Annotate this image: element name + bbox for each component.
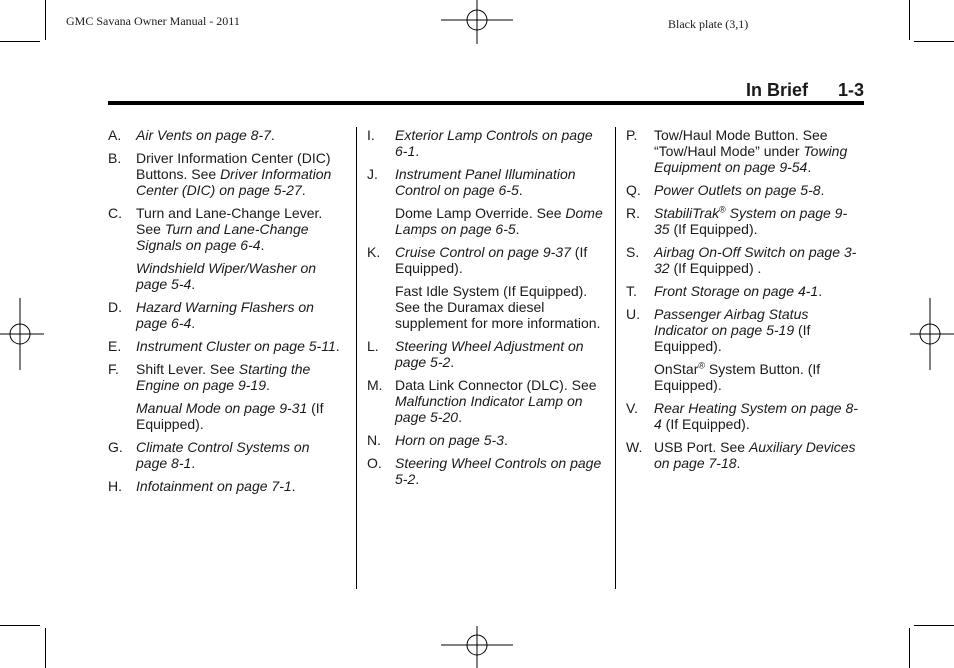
page-reference: Horn on page 5-3: [395, 432, 504, 448]
callout-letter: S.: [626, 244, 640, 260]
text-segment: .: [191, 455, 196, 471]
section-title: In Brief: [745, 80, 808, 100]
page-reference: Rear Heating System on page 8-4: [654, 400, 858, 432]
callout-text: [395, 127, 607, 159]
text-segment: .: [818, 283, 823, 299]
crop-mark-top-right-h: [914, 41, 954, 42]
callout-letter: C.: [108, 205, 122, 221]
callout-entry: [367, 432, 607, 448]
callout-text: [136, 260, 344, 292]
text-segment: OnStar: [654, 361, 699, 377]
callout-letter: G.: [108, 439, 123, 455]
page-number: 1-3: [837, 80, 864, 100]
callout-entry: [108, 205, 344, 292]
callout-letter: B.: [108, 150, 122, 166]
callout-entry: [626, 205, 862, 237]
text-segment: .: [736, 455, 741, 471]
callout-entry: [626, 127, 862, 175]
text-segment: .: [415, 471, 420, 487]
crop-mark-bottom-right-v: [909, 628, 910, 668]
page-reference: Hazard Warning Flashers on page 6-4: [136, 299, 314, 331]
callout-text: [654, 439, 862, 471]
manual-title: GMC Savana Owner Manual - 2011: [66, 14, 240, 28]
text-segment: .: [820, 182, 825, 198]
callout-text: [136, 478, 344, 494]
text-segment: .: [335, 338, 340, 354]
callout-text: [395, 455, 607, 487]
callout-text: [136, 361, 344, 393]
page-reference: Instrument Panel Illumination Control on page 6-5: [395, 166, 576, 198]
page-reference: Climate Control Systems on page 8-1: [136, 439, 310, 471]
section-heading: [746, 80, 864, 101]
callout-text: [395, 338, 607, 370]
text-segment: .: [515, 221, 520, 237]
registration-mark-left: [0, 298, 44, 370]
callout-text: [136, 439, 344, 471]
column-divider-1: [356, 127, 357, 589]
callout-letter: W.: [626, 439, 643, 455]
callout-letter: U.: [626, 306, 640, 322]
text-segment: (If Equipped).: [136, 400, 324, 432]
callout-entry: [626, 244, 862, 276]
callout-letter: K.: [367, 244, 381, 260]
page-reference: Power Outlets on page 5-8: [654, 182, 821, 198]
callout-text: [395, 432, 607, 448]
callout-text: [654, 127, 862, 175]
callout-letter: M.: [367, 377, 383, 393]
page-reference: Manual Mode on page 9-31: [136, 400, 308, 416]
page-reference: System on page 9-35: [654, 205, 848, 237]
registration-mark-top: [441, 0, 513, 44]
crop-mark-top-left-h: [0, 41, 40, 42]
text-segment: .: [450, 354, 455, 370]
text-segment: Turn and Lane-Change Lever. See: [136, 205, 323, 237]
callout-entry: [367, 127, 607, 159]
page-reference: Dome Lamps on page 6-5: [395, 205, 603, 237]
registration-mark-bottom: [441, 626, 513, 668]
callout-entry: [108, 439, 344, 471]
callout-entry: [367, 455, 607, 487]
page-reference: Infotainment on page 7-1: [136, 478, 292, 494]
page-reference: Towing Equipment on page 9-54: [654, 143, 848, 175]
text-segment: .: [260, 237, 265, 253]
callout-letter: E.: [108, 338, 122, 354]
text-segment: Data Link Connector (DLC). See: [395, 377, 597, 393]
text-segment: .: [270, 127, 275, 143]
callout-entry: [626, 182, 862, 198]
text-segment: .: [191, 315, 196, 331]
callout-letter: J.: [367, 166, 378, 182]
callout-entry: [108, 150, 344, 198]
text-segment: System Button. (If Equipped).: [654, 361, 821, 393]
callout-text: [136, 338, 344, 354]
page-reference: Steering Wheel Controls on page 5-2: [395, 455, 602, 487]
page-reference: Turn and Lane-Change Signals on page 6-4: [136, 221, 309, 253]
callout-entry: [108, 299, 344, 331]
callout-letter: R.: [626, 205, 640, 221]
column-divider-2: [615, 127, 616, 589]
page-reference: Driver Information Center (DIC) on page 5-27: [136, 166, 332, 198]
callout-entry: [626, 400, 862, 432]
callout-text: [654, 400, 862, 432]
callout-entry: [367, 338, 607, 370]
text-segment: (If Equipped).: [395, 244, 588, 276]
callout-letter: A.: [108, 127, 122, 143]
text-segment: .: [266, 377, 270, 393]
callout-column-3: [626, 127, 862, 478]
callout-entry: [626, 306, 862, 393]
page-reference: Starting the Engine on page 9-19: [136, 361, 311, 393]
callout-text: [395, 205, 607, 237]
callout-text: [136, 150, 344, 198]
callout-text: [136, 127, 344, 143]
page-reference: Front Storage on page 4-1: [654, 283, 819, 299]
plate-label: Black plate (3,1): [668, 17, 749, 31]
crop-mark-top-left-v: [45, 0, 46, 40]
callout-text: [654, 244, 862, 276]
text-segment: .: [191, 276, 196, 292]
crop-mark-top-right-v: [909, 0, 910, 40]
page-reference: Auxiliary Devices on page 7-18: [654, 439, 856, 471]
callout-text: [654, 205, 862, 237]
callout-text: [395, 244, 607, 276]
callout-text: [395, 377, 607, 425]
callout-letter: T.: [626, 283, 637, 299]
callout-entry: [367, 166, 607, 237]
crop-mark-bottom-right-h: [914, 625, 954, 626]
callout-letter: D.: [108, 299, 122, 315]
page-reference: Air Vents on page 8-7: [136, 127, 271, 143]
callout-entry: [367, 377, 607, 425]
callout-column-2: [367, 127, 607, 494]
page-reference: Passenger Airbag Status Indicator on page 5-19: [654, 306, 809, 338]
callout-text: [654, 306, 862, 354]
text-segment: (If Equipped).: [669, 221, 758, 237]
text-segment: Driver Information Center (DIC) Buttons. See: [136, 150, 331, 182]
text-segment: Dome Lamp Override. See: [395, 205, 566, 221]
callout-entry: [108, 127, 344, 143]
callout-letter: N.: [367, 432, 381, 448]
callout-entry: [108, 338, 344, 354]
registration-mark-right: [910, 298, 954, 370]
text-segment: .: [415, 143, 420, 159]
page-reference: Windshield Wiper/Washer on page 5-4: [136, 260, 317, 292]
registered-mark: ®: [698, 360, 705, 371]
callout-entry: [626, 439, 862, 471]
callout-entry: [367, 244, 607, 331]
text-segment: (If Equipped).: [654, 322, 811, 354]
callout-letter: Q.: [626, 182, 641, 198]
text-segment: .: [518, 182, 523, 198]
page-reference: Airbag On-Off Switch on page 3-32: [654, 244, 857, 276]
text-segment: (If Equipped) .: [669, 260, 762, 276]
callout-column-1: [108, 127, 344, 501]
text-segment: .: [458, 409, 462, 425]
text-segment: .: [503, 432, 508, 448]
callout-text: [395, 166, 607, 198]
header-rule: [108, 101, 864, 105]
callout-text: [654, 361, 862, 393]
callout-entry: [108, 361, 344, 432]
text-segment: .: [301, 182, 306, 198]
callout-text: [136, 205, 344, 253]
page-reference: Instrument Cluster on page 5-11: [136, 338, 336, 354]
page-reference: Cruise Control on page 9-37: [395, 244, 571, 260]
callout-letter: P.: [626, 127, 638, 143]
callout-text: [654, 283, 862, 299]
page-reference: Malfunction Indicator Lamp on page 5-20: [395, 393, 583, 425]
page-reference: StabiliTrak: [654, 205, 720, 221]
text-segment: Tow/Haul Mode Button. See “Tow/Haul Mode” under: [654, 127, 828, 159]
callout-letter: O.: [367, 455, 382, 471]
callout-letter: F.: [108, 361, 119, 377]
callout-entry: [108, 478, 344, 494]
callout-entry: [626, 283, 862, 299]
text-segment: USB Port. See: [654, 439, 749, 455]
callout-text: [136, 400, 344, 432]
callout-letter: H.: [108, 478, 122, 494]
text-segment: .: [291, 478, 296, 494]
callout-letter: L.: [367, 338, 379, 354]
callout-text: [136, 299, 344, 331]
registered-mark: ®: [719, 204, 726, 215]
crop-mark-bottom-left-h: [0, 625, 40, 626]
callout-letter: V.: [626, 400, 638, 416]
callout-text: [395, 283, 607, 331]
text-segment: Shift Lever. See: [136, 361, 239, 377]
text-segment: .: [807, 159, 812, 175]
page-reference: Steering Wheel Adjustment on page 5-2: [395, 338, 584, 370]
callout-text: [654, 182, 862, 198]
crop-mark-bottom-left-v: [45, 628, 46, 668]
text-segment: Fast Idle System (If Equipped). See the Duramax diesel supplement for more information.: [395, 283, 601, 331]
page-reference: Exterior Lamp Controls on page 6-1: [395, 127, 593, 159]
text-segment: (If Equipped).: [661, 416, 750, 432]
callout-letter: I.: [367, 127, 375, 143]
